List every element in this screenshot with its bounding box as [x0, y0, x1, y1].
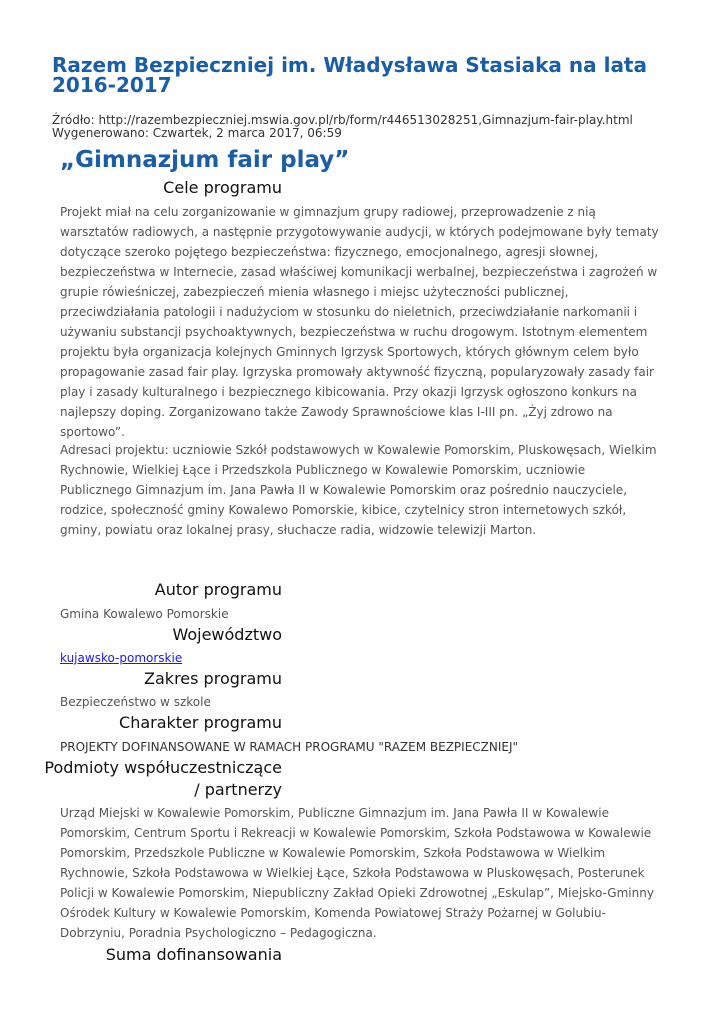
partners-label: [42, 757, 282, 801]
source-line: Źródło: http://razembezpieczniej.mswia.gov.pl/rb/form/r446513028251,Gimnazjum-fair-play.html: [52, 113, 633, 127]
goals-paragraph-1: Projekt miał na celu zorganizowanie w gimnazjum grupy radiowej, przeprowadzenie z nią warsztatów radiowych, a następnie przygotowywanie audycji, w których podejmowane były tematy dotyczące szeroko pojętego bezpieczeństwa: fizycznego, emocjonalnego, agresji słownej, bezpieczeństwa w Internecie, zasad właściwej komunikacji werbalnej, bezpieczeństwa i zagrożeń w grupie rówieśniczej, zabezpieczeń mienia własnego i miejsc użyteczności publicznej, przeciwdziałania patologii i nadużyciom w stosunku do nieletnich, przeciwdziałanie narkomanii i używaniu substancji psychoaktywnych, bezpieczeństwa w ruchu drogowym. Istotnym elementem projektu była organizacja kolejnych Gminnych Igrzysk Sportowych, których głównym celem było propagowanie zasad fair play. Igrzyska promowały aktywność fizyczną, popularyzowały zasady fair play i zasady kulturalnego i bezpiecznego kibicowania. Przy okazji Igrzysk ogłoszono konkurs na najlepszy doping. Zorganizowano także Zawody Sprawnościowe klas I-III pn. „Żyj zdrowo na sportowo”.: [60, 205, 659, 439]
funding-label: Suma dofinansowania: [105, 945, 282, 964]
partners-value: Urząd Miejski w Kowalewie Pomorskim, Publiczne Gimnazjum im. Jana Pawła II w Kowalewie Pomorskim, Centrum Sportu i Rekreacji w Kowalewie Pomorskim, Szkoła Podstawowa w Kowalewie Pomorskim, Przedszkole Publiczne w Kowalewie Pomorskim, Szkoła Podstawowa w Wielkim Rychnowie, Szkoła Podstawowa w Wielkiej Łące, Szkoła Podstawowa w Pluskowęsach, Posterunek Policji w Kowalewie Pomorskim, Niepubliczny Zakład Opieki Zdrowotnej „Eskulap”, Miejsko-Gminny Ośrodek Kultury w Kowalewie Pomorskim, Komenda Powiatowej Straży Pożarnej w Golubiu- Dobrzyniu, Poradnia Psychologiczno – Pedagogiczna.: [60, 806, 654, 940]
voivodeship-label: Województwo: [172, 625, 282, 644]
partners-label-line-2: / partnerzy: [194, 780, 282, 799]
generated-line: Wygenerowano: Czwartek, 2 marca 2017, 06:59: [52, 126, 342, 140]
author-label: Autor programu: [154, 580, 282, 599]
goals-paragraph-2: Adresaci projektu: uczniowie Szkół podstawowych w Kowalewie Pomorskim, Pluskowęsach, Wielkim Rychnowie, Wielkiej Łące i Przedszkola Publicznego w Kowalewie Pomorskim, uczniowie Publicznego Gimnazjum im. Jana Pawła II w Kowalewie Pomorskim oraz pośrednio nauczyciele, rodzice, społeczność gminy Kowalewo Pomorskie, kibice, czytelnicy stron internetowych szkół, gminy, powiatu oraz lokalnej prasy, słuchacze radia, widzowie telewizji Marton.: [60, 443, 657, 537]
site-title: Razem Bezpieczniej im. Władysława Stasiaka na lata 2016-2017: [52, 53, 647, 97]
program-title: „Gimnazjum fair play”: [60, 147, 350, 173]
scope-value: Bezpieczeństwo w szkole: [60, 695, 211, 709]
scope-label: Zakres programu: [144, 669, 282, 688]
voivodeship-link[interactable]: kujawsko-pomorskie: [60, 651, 183, 665]
partners-label-line-1: Podmioty współuczestniczące: [44, 758, 282, 777]
goals-label: Cele programu: [163, 178, 282, 197]
character-label: Charakter programu: [119, 713, 282, 732]
character-value: PROJEKTY DOFINANSOWANE W RAMACH PROGRAMU "RAZEM BEZPIECZNIEJ": [60, 740, 519, 754]
author-value: Gmina Kowalewo Pomorskie: [60, 607, 229, 621]
document-meta: [52, 114, 712, 140]
